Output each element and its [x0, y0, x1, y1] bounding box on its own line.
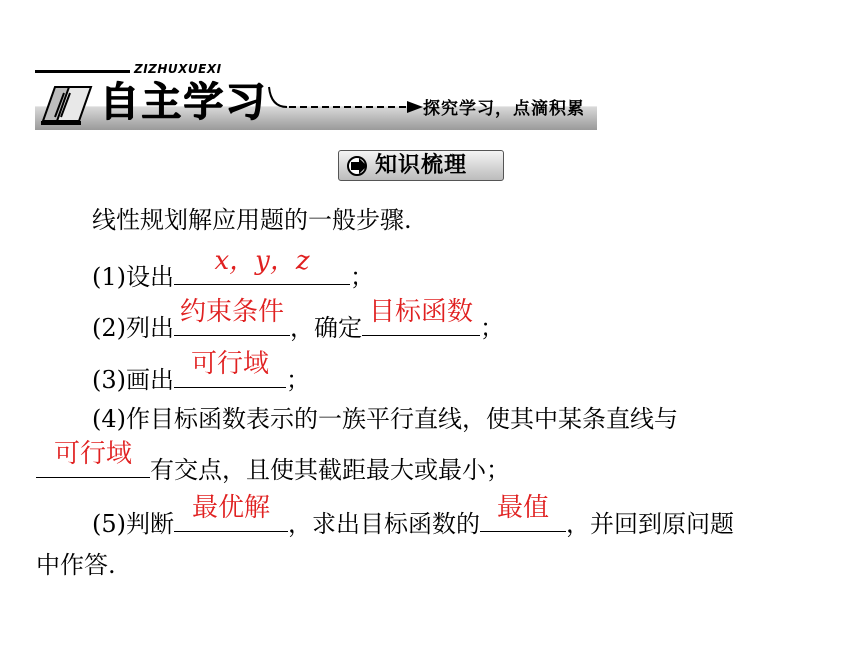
knowledge-badge — [338, 150, 504, 181]
step-4-suffix: 有交点，且使其截距最大或最小； — [150, 456, 510, 484]
answer-objective: 目标函数 — [368, 297, 473, 327]
blank-constraints — [174, 297, 290, 336]
blank-feasible-region-2 — [36, 439, 150, 478]
header-pinyin: ZIZHUXUEXI — [134, 62, 222, 76]
step-1-suffix: ； — [350, 263, 374, 291]
arrow-badge-icon — [345, 156, 371, 176]
blank-variables — [174, 246, 350, 285]
section-title: 自主学习 — [99, 79, 267, 125]
step-3 — [92, 349, 310, 395]
answer-feasible-region-2: 可行域 — [53, 439, 132, 469]
blank-feasible-region — [174, 349, 286, 388]
badge-label: 知识梳理 — [375, 153, 468, 178]
intro-text: 线性规划解应用题的一般步骤. — [92, 206, 412, 234]
banner-slogan: 探究学习，点滴积累 — [423, 99, 585, 119]
step-3-prefix: (3)画出 — [92, 366, 174, 394]
answer-feasible-region: 可行域 — [190, 349, 269, 379]
step-5-suffix: ，并回到原问题 — [566, 510, 734, 538]
answer-variables: x，y，z — [214, 246, 310, 276]
step-1-prefix: (1)设出 — [92, 263, 174, 291]
step-2-suffix: ； — [480, 314, 504, 342]
intro-line — [92, 205, 412, 235]
step-2 — [92, 297, 504, 343]
step-4-line-1 — [92, 404, 678, 434]
arrow-icon — [267, 85, 427, 115]
step-4-text: (4)作目标函数表示的一族平行直线，使其中某条直线与 — [92, 405, 678, 433]
blank-objective — [362, 297, 480, 336]
step-1 — [92, 246, 374, 292]
step-5-line-1 — [92, 493, 734, 539]
answer-extreme-value: 最值 — [496, 493, 549, 523]
step-4-line-2 — [36, 439, 510, 485]
step-2-prefix: (2)列出 — [92, 314, 174, 342]
step-5-middle: ，求出目标函数的 — [288, 510, 480, 538]
step-3-suffix: ； — [286, 366, 310, 394]
book-icon — [37, 81, 97, 127]
header-rule — [35, 70, 130, 73]
step-5-line-2 — [36, 550, 116, 580]
step-5-prefix: (5)判断 — [92, 510, 174, 538]
blank-optimal-solution — [174, 493, 288, 532]
blank-extreme-value — [480, 493, 566, 532]
step-2-middle: ，确定 — [290, 314, 362, 342]
answer-optimal-solution: 最优解 — [191, 493, 270, 523]
step-5-ending: 中作答. — [36, 551, 116, 579]
answer-constraints: 约束条件 — [179, 297, 284, 327]
section-banner — [35, 77, 597, 130]
